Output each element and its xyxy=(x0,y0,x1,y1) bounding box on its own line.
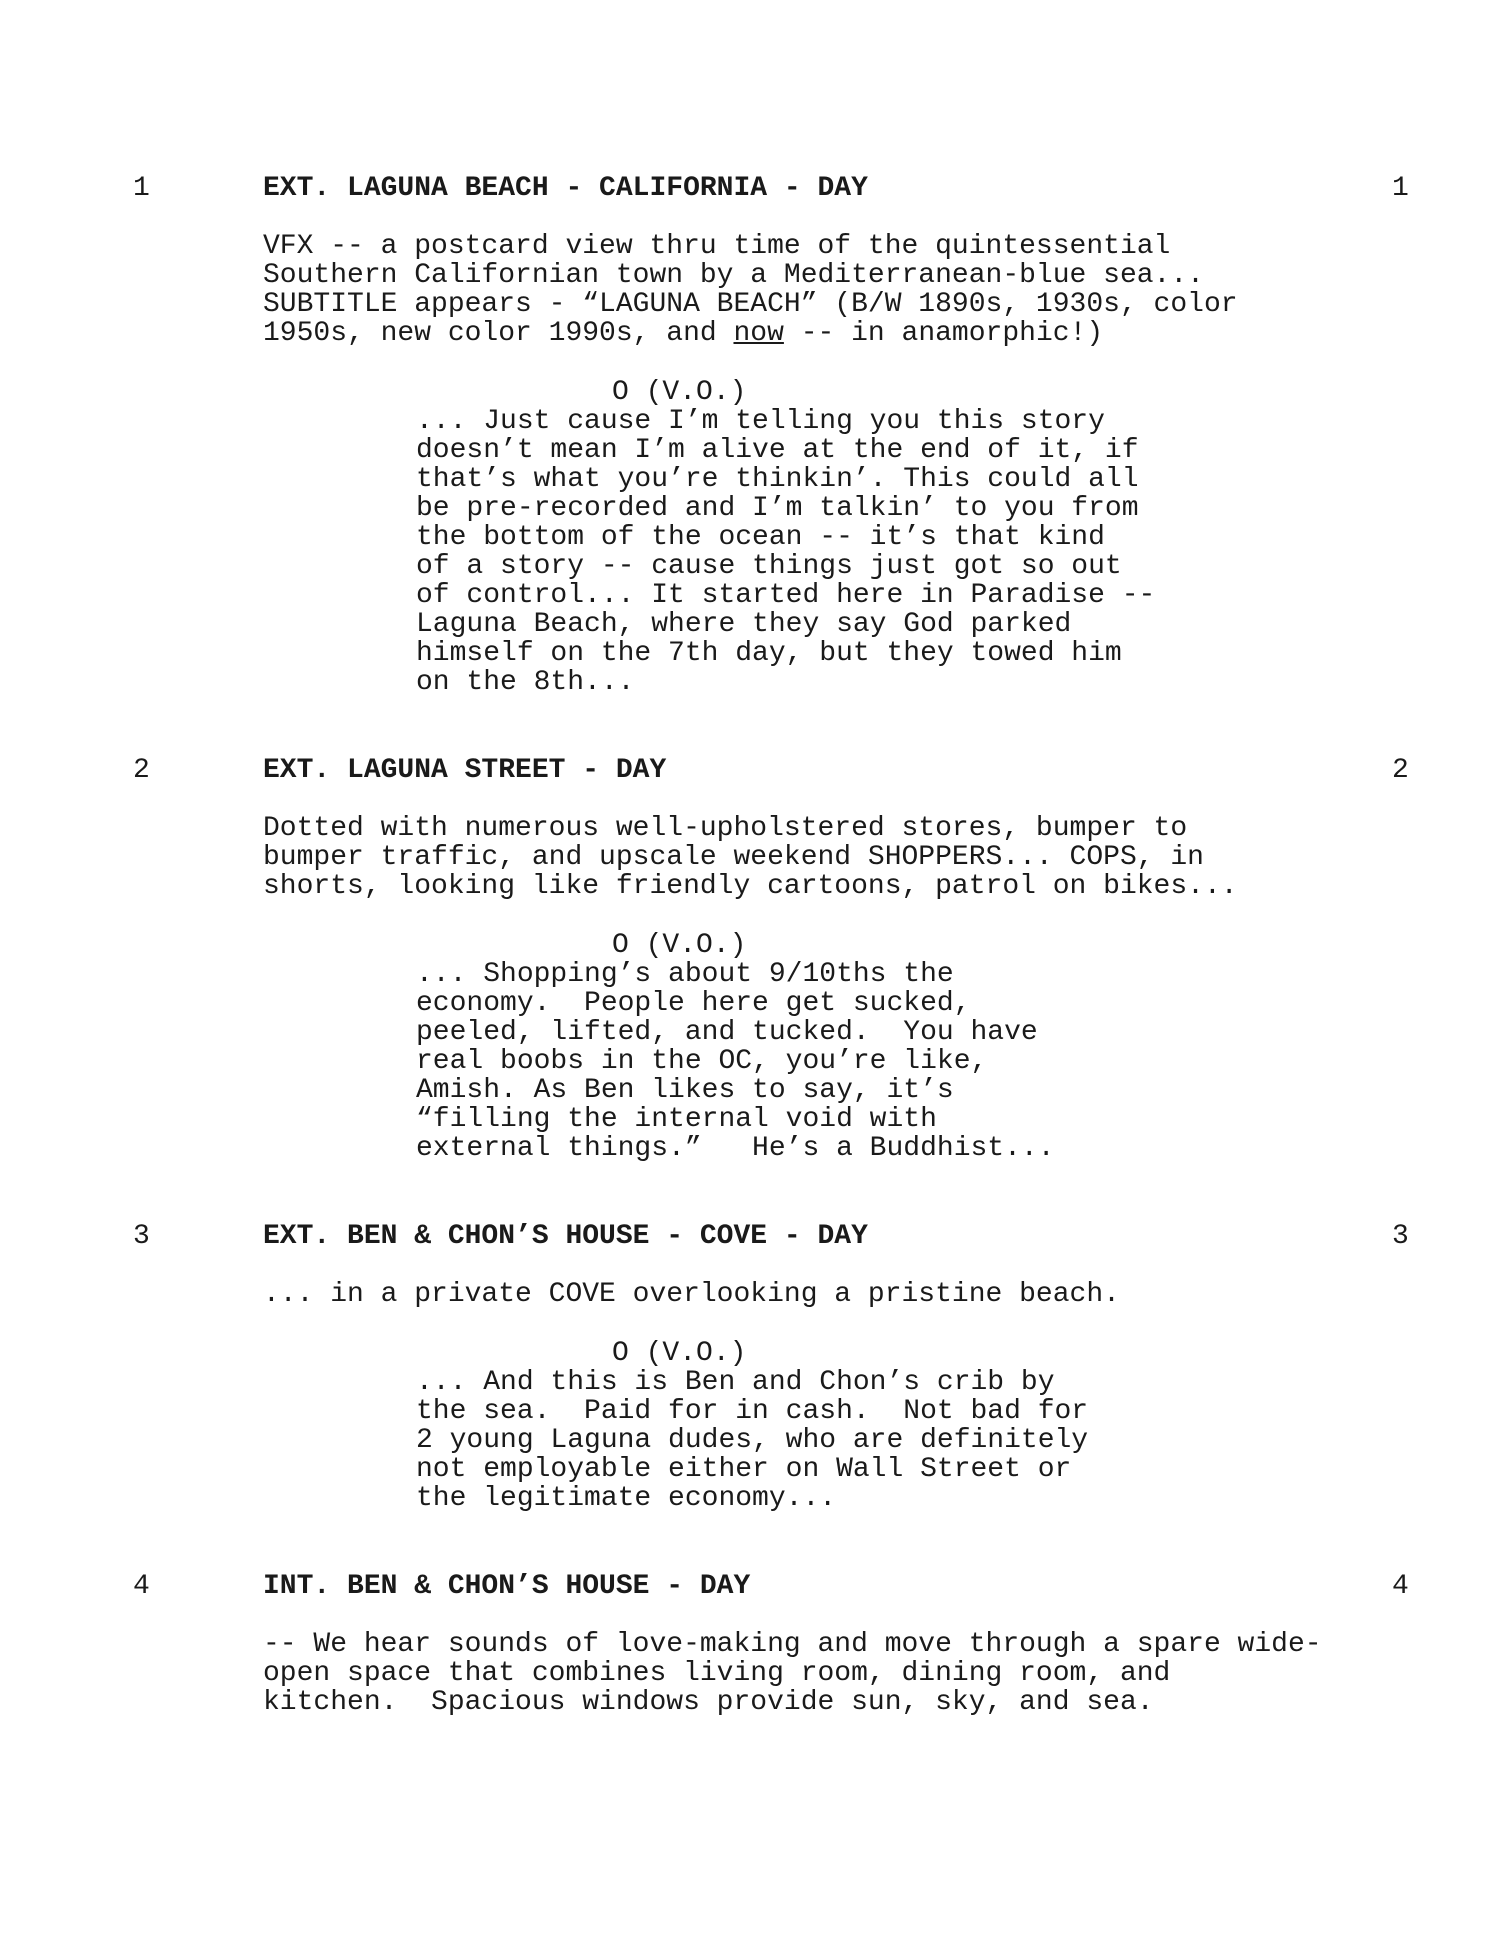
dialogue-line: economy. People here get sucked, xyxy=(416,988,971,1019)
dialogue-line: the sea. Paid for in cash. Not bad for xyxy=(416,1396,1089,1427)
dialogue-line: ... Shopping’s about 9/10ths the xyxy=(416,959,954,990)
action-text: -- in anamorphic!) xyxy=(783,318,1104,349)
dialogue-line: not employable either on Wall Street or xyxy=(416,1454,1072,1485)
action-line: Dotted with numerous well-upholstered stores, bumper to xyxy=(263,813,1188,844)
dialogue-line: that’s what you’re thinkin’. This could all xyxy=(416,464,1139,495)
dialogue-line: ... And this is Ben and Chon’s crib by xyxy=(416,1367,1055,1398)
action-line: SUBTITLE appears - “LAGUNA BEACH” (B/W 1890s, 1930s, color xyxy=(263,289,1238,320)
action-text: 1950s, new color 1990s, and xyxy=(263,318,734,349)
dialogue-line: external things.” He’s a Buddhist... xyxy=(416,1133,1055,1164)
action-line: Southern Californian town by a Mediterranean-blue sea... xyxy=(263,260,1204,291)
scene-number-left: 3 xyxy=(133,1221,150,1252)
scene-number-left: 4 xyxy=(133,1571,150,1602)
scene-number-right: 2 xyxy=(1392,755,1409,786)
underlined-word: now xyxy=(733,318,784,349)
dialogue-line: of control... It started here in Paradise -- xyxy=(416,580,1156,611)
dialogue-line: the bottom of the ocean -- it’s that kind xyxy=(416,522,1105,553)
dialogue-line: himself on the 7th day, but they towed him xyxy=(416,638,1122,669)
action-line: bumper traffic, and upscale weekend SHOPPERS... COPS, in xyxy=(263,842,1204,873)
scene-heading: EXT. BEN & CHON’S HOUSE - COVE - DAY xyxy=(263,1221,868,1252)
action-line: open space that combines living room, dining room, and xyxy=(263,1658,1171,1689)
dialogue-line: on the 8th... xyxy=(416,667,635,698)
scene-number-right: 4 xyxy=(1392,1571,1409,1602)
dialogue-line: be pre-recorded and I’m talkin’ to you from xyxy=(416,493,1139,524)
action-line xyxy=(263,319,1103,348)
dialogue-line: ... Just cause I’m telling you this story xyxy=(416,406,1105,437)
character-cue: O (V.O.) xyxy=(612,930,747,961)
scene-heading: EXT. LAGUNA STREET - DAY xyxy=(263,755,667,786)
action-line: VFX -- a postcard view thru time of the quintessential xyxy=(263,231,1171,262)
dialogue-line: 2 young Laguna dudes, who are definitely xyxy=(416,1425,1089,1456)
dialogue-line: of a story -- cause things just got so out xyxy=(416,551,1122,582)
action-line: shorts, looking like friendly cartoons, patrol on bikes... xyxy=(263,871,1238,902)
dialogue-line: the legitimate economy... xyxy=(416,1483,837,1514)
scene-number-left: 1 xyxy=(133,173,150,204)
dialogue-line: doesn’t mean I’m alive at the end of it, if xyxy=(416,435,1139,466)
scene-heading: INT. BEN & CHON’S HOUSE - DAY xyxy=(263,1571,751,1602)
scene-heading: EXT. LAGUNA BEACH - CALIFORNIA - DAY xyxy=(263,173,868,204)
scene-number-right: 1 xyxy=(1392,173,1409,204)
character-cue: O (V.O.) xyxy=(612,1338,747,1369)
character-cue: O (V.O.) xyxy=(612,377,747,408)
dialogue-line: Laguna Beach, where they say God parked xyxy=(416,609,1072,640)
dialogue-line: peeled, lifted, and tucked. You have xyxy=(416,1017,1038,1048)
dialogue-line: Amish. As Ben likes to say, it’s xyxy=(416,1075,954,1106)
action-line: kitchen. Spacious windows provide sun, sky, and sea. xyxy=(263,1687,1154,1718)
action-line: ... in a private COVE overlooking a pristine beach. xyxy=(263,1279,1120,1310)
scene-number-right: 3 xyxy=(1392,1221,1409,1252)
action-line: -- We hear sounds of love-making and move through a spare wide- xyxy=(263,1629,1322,1660)
dialogue-line: real boobs in the OC, you’re like, xyxy=(416,1046,988,1077)
dialogue-line: “filling the internal void with xyxy=(416,1104,937,1135)
scene-number-left: 2 xyxy=(133,755,150,786)
